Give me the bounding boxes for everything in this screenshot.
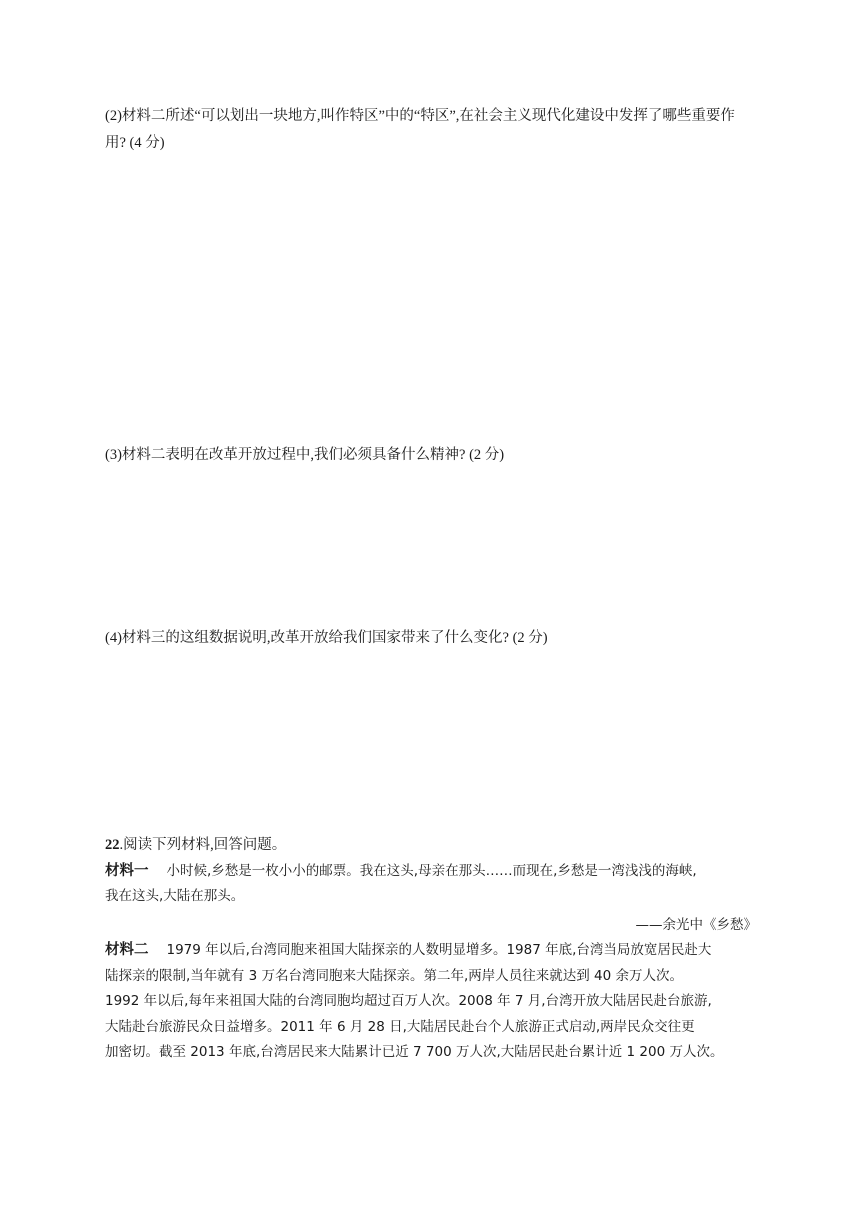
question-4-text: (4)材料三的这组数据说明,改革开放给我们国家带来了什么变化? (2 分)	[105, 630, 548, 646]
material-1	[105, 859, 757, 939]
material-2-line-1: 1979 年以后,台湾同胞来祖国大陆探亲的人数明显增多。1987 年底,台湾当局放宽居民赴大	[166, 942, 712, 958]
question-22-intro: .阅读下列材料,回答问题。	[119, 837, 287, 853]
question-2-text: (2)材料二所述“可以划出一块地方,叫作特区”中的“特区”,在社会主义现代化建设中发挥了哪些重要作用? (4 分)	[105, 108, 735, 151]
material-2	[105, 938, 757, 1066]
question-22-number: 22	[105, 837, 120, 853]
material-2-label: 材料二	[105, 942, 149, 958]
material-2-line-3: 1992 年以后,每年来祖国大陆的台湾同胞均超过百万人次。2008 年 7 月,台湾开放大陆居民赴台旅游,	[105, 993, 712, 1009]
material-1-label: 材料一	[105, 862, 149, 879]
material-1-line-2: 我在这头,大陆在那头。	[105, 888, 245, 904]
material-1-source: ——余光中《乡愁》	[635, 916, 757, 933]
material-2-line-5: 加密切。截至 2013 年底,台湾居民来大陆累计已近 7 700 万人次,大陆居民赴台累计近 1 200 万人次。	[105, 1044, 724, 1060]
material-1-line-1: 小时候,乡愁是一枚小小的邮票。我在这头,母亲在那头……而现在,乡愁是一湾浅浅的海峡,	[166, 862, 697, 879]
question-22	[105, 833, 757, 1066]
question-22-heading	[105, 833, 757, 859]
material-2-line-2: 陆探亲的限制,当年就有 3 万名台湾同胞来大陆探亲。第二年,两岸人员往来就达到 40 余万人次。	[105, 967, 684, 984]
question-3-text: (3)材料二表明在改革开放过程中,我们必须具备什么精神? (2 分)	[105, 447, 505, 463]
material-2-line-4: 大陆赴台旅游民众日益增多。2011 年 6 月 28 日,大陆居民赴台个人旅游正式启动,两岸民众交往更	[105, 1018, 695, 1035]
